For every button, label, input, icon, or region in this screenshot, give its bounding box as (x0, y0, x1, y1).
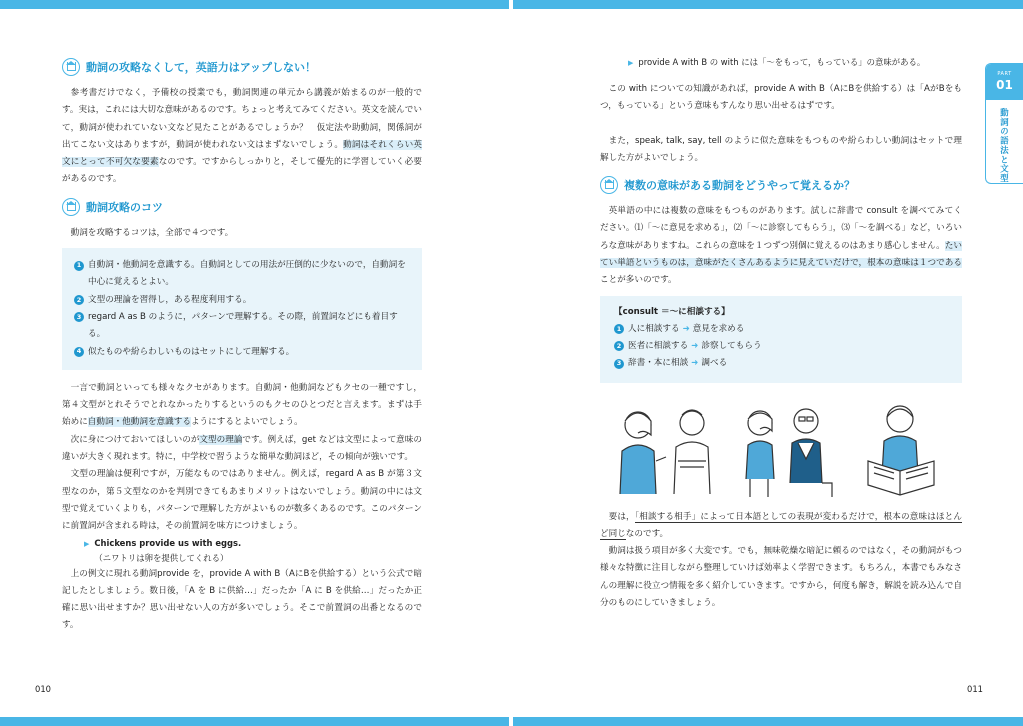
consult-to: 調べる (701, 358, 728, 369)
paragraph (600, 203, 962, 289)
highlighted-text: たいてい単語というものは，意味がたくさんあるように見えていだけで，根本の意味は１つである (600, 240, 962, 269)
heading-text: 複数の意味がある動詞をどうやって覚えるか？ (624, 179, 855, 193)
paragraph (600, 509, 962, 544)
part-number: 01 (996, 78, 1013, 92)
text: ことが多いのです。 (600, 275, 677, 286)
consult-from: 辞書・本に相談 (628, 358, 689, 369)
tip-item (74, 309, 412, 344)
consult-from: 人に相談する (628, 323, 680, 334)
consult-to: 診察してもらう (701, 340, 762, 351)
highlighted-text: 文型の理論 (199, 434, 243, 445)
number-badge: 2 (74, 295, 84, 305)
tip-item (74, 344, 412, 361)
triangle-bullet-icon: ▶ (628, 59, 634, 67)
number-badge: 3 (74, 312, 84, 322)
arrow-right-icon: ➜ (691, 340, 699, 351)
example-sentence (84, 536, 422, 566)
arrow-right-icon: ➜ (682, 323, 690, 334)
tip-text: 似たものや紛らわしいものはセットにして理解する。 (88, 346, 295, 357)
example-translation: （ニワトリは卵を提供してくれる） (94, 552, 229, 563)
heading-text: 動詞の攻略なくして，英語力はアップしない！ (86, 61, 317, 74)
consult-to: 意見を求める (692, 323, 745, 334)
person-figure (674, 410, 710, 494)
top-gutter (509, 0, 513, 9)
paragraph (62, 380, 422, 432)
section-heading-1 (62, 55, 422, 79)
doctor-figure (790, 409, 832, 497)
text: 一言で動詞といっても様々なクセがあります。自動詞・他動詞などもクセの一種ですし，第４文型がとれそうでとれなかったりするというのもクセのひとつだと言えます。まずは手始めに (62, 382, 422, 428)
tip-text: 自動詞・他動詞を意識する。自動詞としての用法が圧倒的に少ないので，自動詞を中心に覚えるとよい。 (88, 260, 406, 288)
highlighted-text: 動詞はそれくらい英文にとって不可欠な要素 (62, 139, 422, 168)
house-icon (600, 176, 618, 194)
text: なのです。ですからしっかりと，そして優先的に学習していく必要があるのです。 (62, 157, 422, 185)
consult-item (614, 355, 950, 372)
page-number-left: 010 (35, 684, 51, 694)
text: 英単語の中には複数の意味をもつものがあります。試しに辞書で consult を調べてみてください。⑴「～に意見を求める」，⑵「～に診察してもらう」，⑶「～を調べる」など，いろいろな意味がありますね。これらの意味を１つずつ別個に覚えるのはあまり感心しません。 (600, 206, 962, 251)
page-number-right: 011 (967, 684, 983, 694)
paragraph: 動詞を攻略するコツは，全部で４つです。 (70, 227, 234, 238)
house-icon (62, 198, 80, 216)
example-english: Chickens provide us with eggs. (94, 537, 242, 548)
number-badge: 2 (614, 341, 624, 351)
bullet-note (628, 55, 962, 71)
tip-text: regard A as B のように，パターンで理解する。その際，前置詞などにも着目する。 (88, 311, 398, 340)
text: です。例えば，get などは文型によって意味の違いが大きく現れます。特に，中学校で習うような簡単な動詞ほど，その傾向が強いです。 (62, 434, 422, 463)
tip-item (74, 292, 412, 309)
person-figure (746, 411, 774, 497)
paragraph: この with についての知識があれば，provide A with B（AにBを供給する）は「AがBをもつ，もっている」という意味もすんなり思い出せるはずです。 (600, 84, 962, 112)
highlighted-text: 自動詞・他動詞を意識する (87, 417, 191, 428)
tip-text: 文型の理論を習得し，ある程度利用する。 (88, 294, 252, 305)
tip-item (74, 257, 412, 292)
consult-from: 医者に相談する (628, 340, 689, 351)
chapter-title-vertical: 動詞の語法と文型 (999, 108, 1010, 184)
reader-figure (868, 406, 934, 495)
number-badge: 1 (614, 324, 624, 334)
consult-item (614, 338, 950, 355)
number-badge: 4 (74, 347, 84, 357)
paragraph: また，speak, talk, say, tell のように似た意味をもつものや紛らわしい動詞はセットで理解した方がよいでしょう。 (600, 135, 962, 163)
paragraph: 上の例文に現れる動詞provide を，provide A with B（AにBを供給する）という公式で暗記したとしましょう。数日後，「A を B に供給…」だったか「A に B を供給…」だったか正確に思い出せますか？思い出せない人の方が多いでしょう。そこで前置詞の出番となるのです。 (62, 568, 422, 631)
part-label: PART (997, 71, 1012, 77)
triangle-bullet-icon: ▶ (84, 539, 90, 548)
section-heading-2 (62, 195, 422, 219)
paragraph (62, 85, 422, 189)
underlined-text: 「相談する相手」によって日本語としての表現が変わるだけで，根本の意味はほとんど同じ (600, 511, 962, 539)
text: ようにするとよいでしょう。 (190, 417, 303, 428)
left-page (62, 55, 422, 635)
person-figure (620, 412, 666, 494)
bullet-text: provide A with B の with には「～をもって，もっている」の意味がある。 (638, 57, 926, 67)
bottom-gutter (509, 717, 513, 726)
heading-text: 動詞攻略のコツ (86, 200, 163, 214)
paragraph: 文型の理論は便利ですが，万能なものではありません。例えば，regard A as B が第３文型なのか，第５文型なのかを判別できてもあまりメリットはないでしょう。動詞の中には文型で覚えていくよりも，パターンで理解した方がよいものが数多くあるのです。このパターンに前置詞が含まれる時は，その前置詞を味方につけましょう。 (62, 469, 422, 532)
illustration (600, 399, 962, 499)
consult-box (600, 296, 962, 383)
text: 要は， (608, 511, 635, 522)
paragraph: 動詞は扱う項目が多く大変です。でも，無味乾燥な暗記に頼るのではなく，その動詞がもつ様々な特徴に注目しながら整理していけば効率よく学習できます。もちろん，本書でもみなさんの理解に役立つ情報を多く紹介していきます。ですから，何度も解き，解説を読み込んで自分のものにしていきましょう。 (600, 546, 962, 609)
number-badge: 1 (74, 261, 84, 271)
part-tab-header (986, 64, 1023, 100)
consult-item (614, 321, 950, 338)
right-page (600, 55, 962, 612)
number-badge: 3 (614, 359, 624, 369)
section-heading-3 (600, 173, 962, 197)
part-tab (985, 63, 1023, 184)
text: 次に身につけておいてほしいのが (70, 434, 200, 445)
house-icon (62, 58, 80, 76)
text: 参考書だけでなく，予備校の授業でも，動詞関連の単元から講義が始まるのが一般的です。実は，これには大切な意味があるのです。ちょっと考えてみてください。英文を読んでいて，動詞が使われていない文など見たことがあるでしょうか？ 仮定法や助動詞，関係詞が出てこない文はありますが，動詞が使われない文はまずないでしょう。 (62, 88, 422, 150)
tips-box (62, 248, 422, 370)
arrow-right-icon: ➜ (691, 358, 699, 369)
paragraph (62, 432, 422, 467)
consult-title: 【consult ＝～に相談する】 (614, 306, 730, 317)
text: なのです。 (625, 528, 669, 539)
